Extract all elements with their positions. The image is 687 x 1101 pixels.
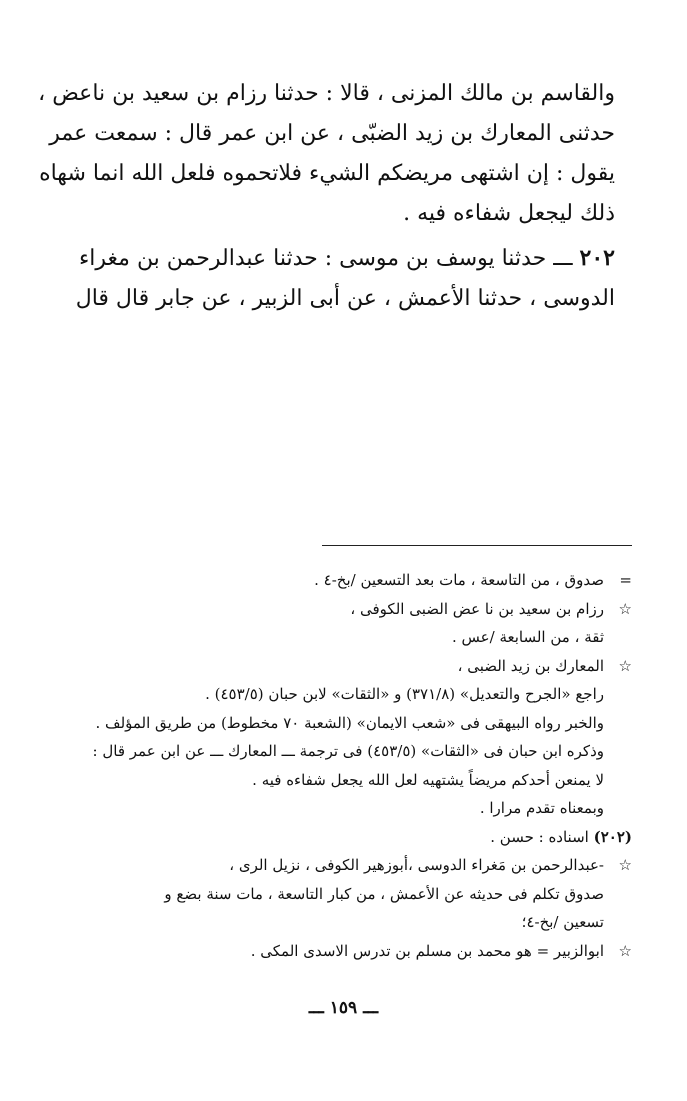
hadith-201-continuation: [38, 74, 615, 234]
hadith-202: [75, 238, 615, 319]
footnote-line: [84, 851, 632, 880]
star-icon: ☆: [618, 656, 632, 675]
text-line: يقول : إن اشتهى مريضكم الشيء فلاتحموه فلعل الله انما شهاه: [39, 161, 615, 186]
text-line: والقاسم بن مالك المزنى ، قالا : حدثنا رزام بن سعيد بن ناعض ،: [38, 81, 615, 106]
footnote-number: (٢٠٢): [593, 827, 632, 846]
text-line: حدثنى المعارك بن زيد الضبّى ، عن ابن عمر قال : سمعت عمر: [49, 121, 615, 146]
footnote-line: لا يمنعن أحدكم مريضاً يشتهيه لعل الله يجعل شفاءه فيه .: [252, 770, 604, 789]
footnote-text: اسناده : حسن .: [490, 827, 589, 846]
footnote-text: -عبدالرحمن بن مَغراء الدوسى ،أبوزهير الكوفى ، نزيل الرى ،: [229, 856, 604, 874]
footnote-line: تسعين /بخ-٤؛: [521, 913, 604, 931]
footnote-line: [84, 595, 632, 624]
footnotes: [84, 566, 632, 965]
footnote-text: صدوق ، من التاسعة ، مات بعد التسعين /بخ-٤ .: [314, 571, 604, 589]
footnote-line: وذكره ابن حبان فى «الثقات» (٤٥٣/٥) فى ترجمة ـــ المعارك ـــ عن ابن عمر قال :: [92, 742, 604, 760]
footnote-line: وبمعناه تقدم مرارا .: [479, 799, 604, 817]
footnote-text: ابوالزبير = هو محمد بن مسلم بن تدرس الاسدى المكى .: [250, 941, 604, 960]
text-line: [80, 238, 615, 279]
footnote-line: [84, 937, 632, 966]
footnote-line: راجع «الجرح والتعديل» (٣٧١/٨) و «الثقات» لابن حبان (٤٥٣/٥) .: [205, 685, 604, 703]
footnote-text: رزام بن سعيد بن نا عض الضبى الكوفى ،: [350, 599, 604, 618]
star-icon: ☆: [618, 941, 632, 960]
footnote-line: والخبر رواه البيهقى فى «شعب الايمان» (الشعبة ٧٠ مخطوط) من طريق المؤلف .: [95, 713, 604, 732]
footnote-text: المعارك بن زيد الضبى ،: [457, 656, 604, 675]
footnote-line: ثقة ، من السابعة /عس .: [452, 628, 604, 646]
footnote-line: [84, 566, 632, 595]
star-icon: ☆: [618, 599, 632, 618]
footnote-line: صدوق تكلم فى حديثه عن الأعمش ، من كبار التاسعة ، مات سنة بضع و: [164, 884, 604, 903]
text-line: الدوسى ، حدثنا الأعمش ، عن أبى الزبير ، عن جابر قال قال: [75, 286, 615, 311]
page-number: ـــ ١٥٩ ـــ: [308, 998, 379, 1018]
hadith-text: ـــ حدثنا يوسف بن موسى : حدثنا عبدالرحمن بن مغراء: [78, 246, 573, 271]
hadith-number: ٢٠٢: [579, 245, 615, 271]
footnote-line: [84, 652, 632, 681]
text-line: ذلك ليجعل شفاءه فيه .: [403, 201, 615, 226]
star-icon: ☆: [618, 856, 632, 874]
footnote-line: [84, 823, 632, 852]
continuation-mark: =: [619, 571, 632, 589]
footnote-separator: [322, 545, 632, 546]
main-text: [38, 74, 615, 319]
